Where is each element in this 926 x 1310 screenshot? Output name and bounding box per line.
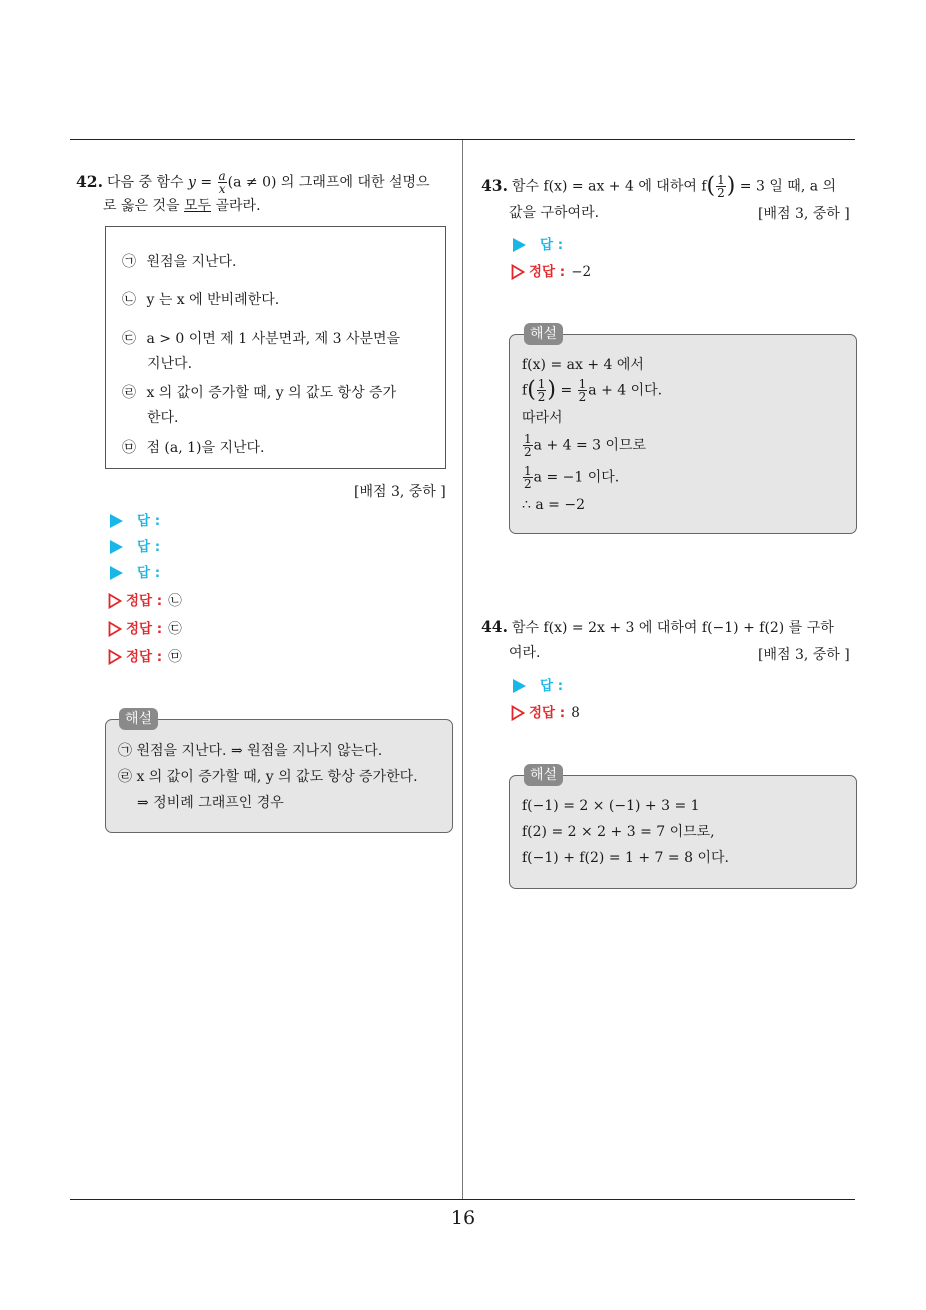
filled-triangle-icon — [513, 679, 526, 693]
q42-number: 42. — [76, 171, 103, 191]
q44-correct: 정답 : 8 — [511, 701, 580, 721]
q42-line1: 42. 다음 중 함수 y = $\frac{a}{x}$ (a ≠ 0) 의 그래프에 대한 설명으 — [76, 169, 430, 196]
q42-fraction: $\frac{a}{x}$ — [218, 169, 226, 196]
q42-answer-1: 답 : — [110, 509, 160, 529]
choice-3-cont: 지난다. — [147, 356, 193, 372]
q43-correct: 정답 : −2 — [511, 260, 591, 280]
q42-score: [배점 3, 중하 ] — [354, 484, 446, 500]
page-number: 16 — [450, 1207, 476, 1229]
q42-correct-2: 정답 : ㉢ — [108, 617, 182, 637]
filled-triangle-icon — [110, 514, 123, 528]
q44-line1: 44. 함수 f(x) = 2x + 3 에 대하여 f(−1) + f(2) 를 구하 — [481, 617, 834, 636]
q43-solution-line: f( $\frac{1}{2}$ ) = $\frac{1}{2}$ a + 4 이다. — [522, 377, 663, 404]
q43-solution-line: f(x) = ax + 4 에서 — [522, 357, 644, 373]
q42-answer-3: 답 : — [110, 561, 160, 581]
q44-solution-line: f(2) = 2 × 2 + 3 = 7 이므로, — [522, 824, 715, 840]
q42-line2: 로 옳은 것을 모두 골라라. — [103, 198, 261, 214]
q43-fraction: $\frac{1}{2}$ — [717, 173, 725, 200]
outline-triangle-icon — [108, 649, 122, 665]
q42-solution-line: ⇒ 정비례 그래프인 경우 — [137, 795, 284, 811]
q43-line1: 43. 함수 f(x) = ax + 4 에 대하여 f( $\frac{1}{2}$ ) = 3 일 때, a 의 — [481, 173, 837, 200]
q42-correct-3: 정답 : ㉤ — [108, 645, 182, 665]
q42-solution-line: ㉣ x 의 값이 증가할 때, y 의 값도 항상 증가한다. — [118, 769, 418, 785]
q44-solution-line: f(−1) = 2 × (−1) + 3 = 1 — [522, 798, 700, 814]
choice-4-cont: 한다. — [147, 410, 179, 426]
filled-triangle-icon — [110, 566, 123, 580]
q44-answer: 답 : — [513, 674, 563, 694]
underlined-word: 모두 — [183, 198, 212, 214]
q42-solution-tag: 해설 — [119, 708, 158, 730]
q43-solution-line: ∴ a = −2 — [522, 497, 585, 513]
q42-correct-1: 정답 : ㉡ — [108, 589, 182, 609]
q43-solution-tag: 해설 — [524, 323, 563, 345]
q43-score: [배점 3, 중하 ] — [758, 206, 850, 222]
q42-solution-line: ㉠ 원점을 지난다. ⇒ 원점을 지나지 않는다. — [118, 743, 383, 759]
column-divider — [462, 140, 463, 1199]
choice-3: ㉢ a > 0 이면 제 1 사분면과, 제 3 사분면을 — [122, 331, 401, 347]
q43-solution-line: $\frac{1}{2}$ a + 4 = 3 이므로 — [524, 432, 647, 459]
q42-answer-2: 답 : — [110, 535, 160, 555]
q43-solution-line: 따라서 — [522, 410, 563, 426]
q43-number: 43. — [481, 175, 508, 195]
q44-solution-tag: 해설 — [524, 764, 563, 786]
bottom-rule — [70, 1199, 855, 1200]
filled-triangle-icon — [110, 540, 123, 554]
outline-triangle-icon — [108, 621, 122, 637]
q44-score: [배점 3, 중하 ] — [758, 647, 850, 663]
q43-answer: 답 : — [513, 233, 563, 253]
outline-triangle-icon — [108, 593, 122, 609]
choice-4: ㉣ x 의 값이 증가할 때, y 의 값도 항상 증가 — [122, 385, 397, 401]
q43-line2: 값을 구하여라. — [509, 205, 600, 221]
q44-number: 44. — [481, 617, 508, 636]
filled-triangle-icon — [513, 238, 526, 252]
outline-triangle-icon — [511, 264, 525, 280]
outline-triangle-icon — [511, 705, 525, 721]
choice-5: ㉤ 점 (a, 1)을 지난다. — [122, 440, 265, 456]
choice-2: ㉡ y 는 x 에 반비례한다. — [122, 292, 280, 308]
choice-1: ㉠ 원점을 지난다. — [122, 254, 237, 270]
q44-line2: 여라. — [509, 645, 541, 661]
q44-solution-line: f(−1) + f(2) = 1 + 7 = 8 이다. — [522, 850, 729, 866]
q43-solution-line: $\frac{1}{2}$ a = −1 이다. — [524, 464, 620, 491]
